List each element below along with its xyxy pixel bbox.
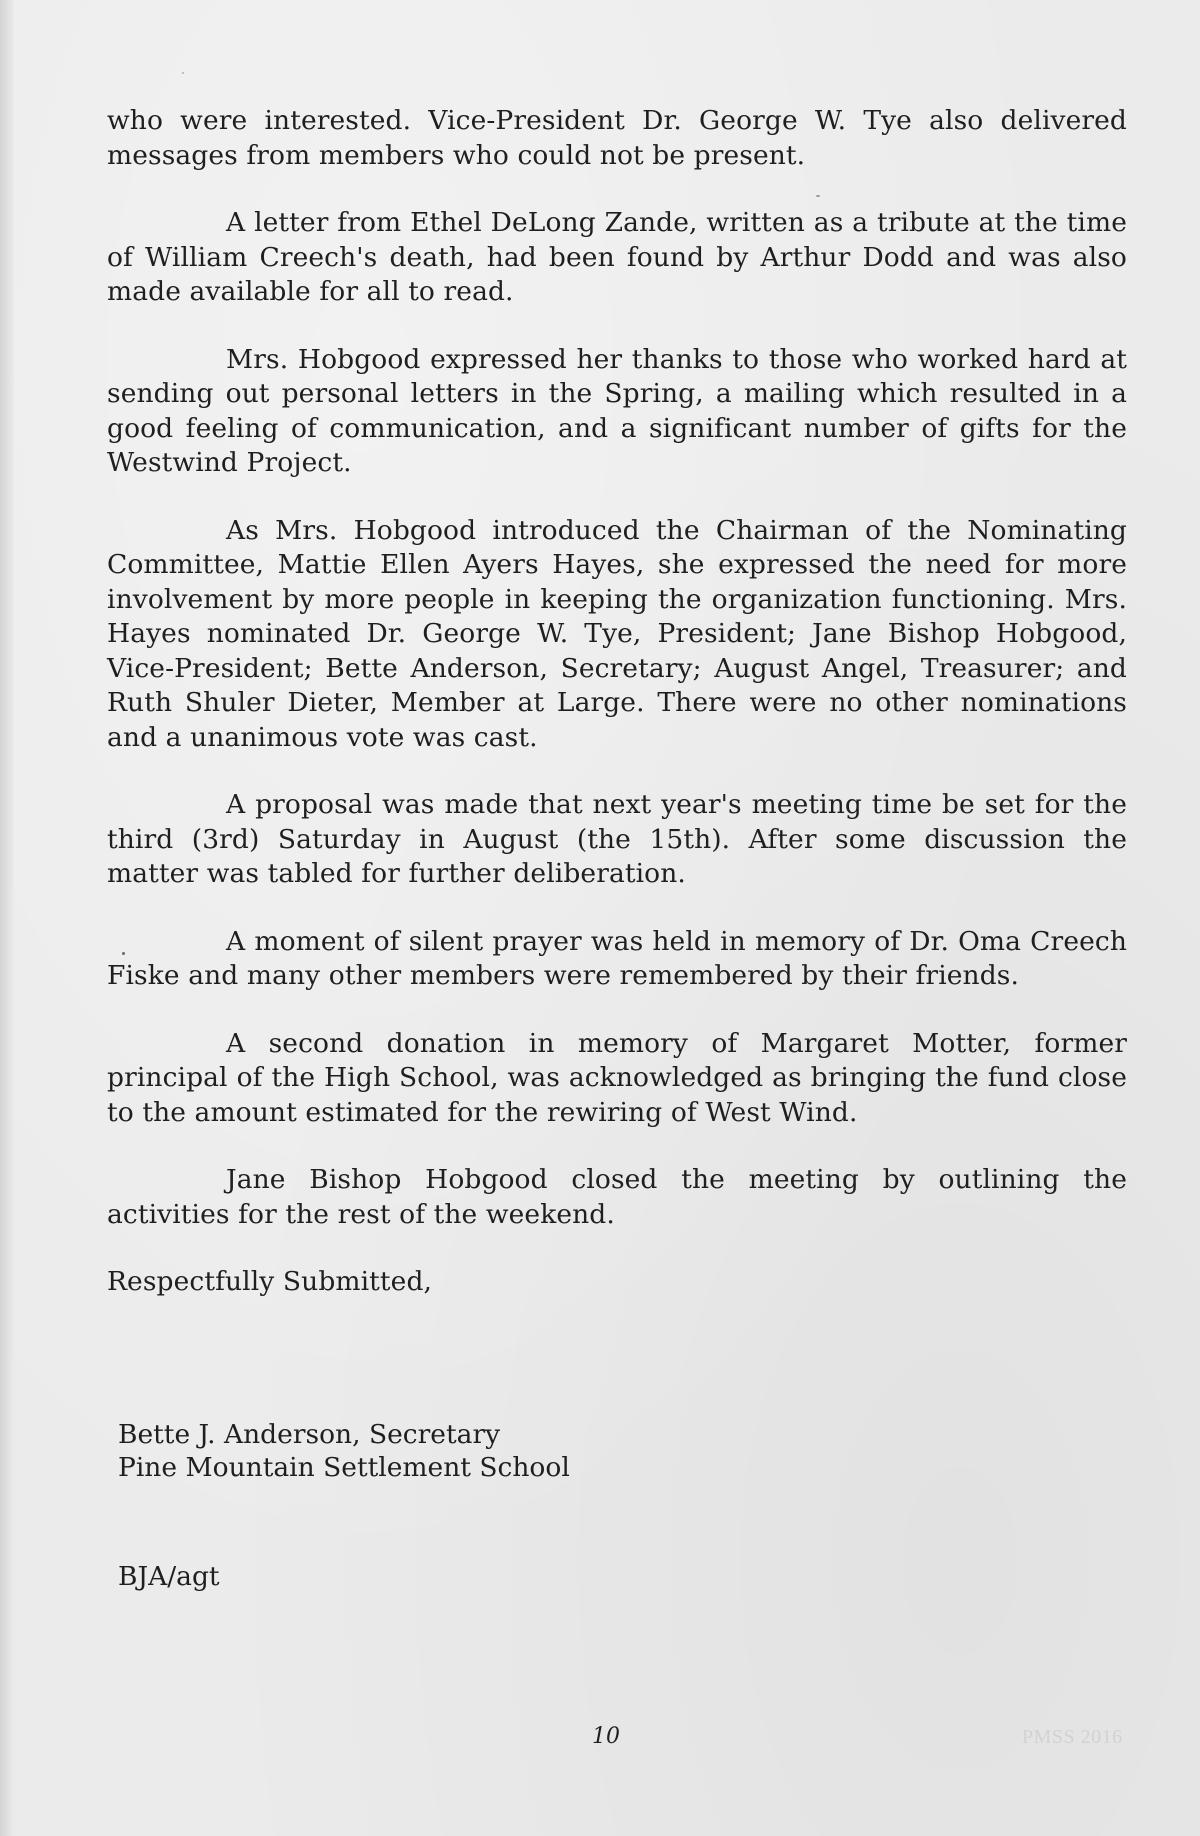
signer-organization: Pine Mountain Settlement School <box>118 1452 570 1483</box>
page-edge-shadow <box>0 0 14 1836</box>
paragraph-proposal: A proposal was made that next year's meeting time be set for the third (3rd) Saturday in August (the 15th). After some discussion the matter was tabled for further deliberation. <box>107 789 1127 889</box>
paragraph-donation: A second donation in memory of Margaret Motter, former principal of the High School, was acknowledged as bringing the fund close to the amount estimated for the rewiring of West Wind. <box>107 1027 1127 1128</box>
closing-salutation: Respectfully Submitted, <box>107 1266 433 1297</box>
paper-speck <box>816 195 820 197</box>
paragraph-nominations: As Mrs. Hobgood introduced the Chairman of the Nominating Committee, Mattie Ellen Ayers Hayes, she expressed the need for more involvement by more people in keeping the organization functioning. Mrs. Hayes nominated Dr. George W. Tye, President; Jane Bishop Hobgood, Vice-President; Bette Anderson, Secretary; August Angel, Treasurer; and Ruth Shuler Dieter, Member at Large. There were no other nominations and a unanimous vote was cast. <box>107 514 1127 753</box>
paper-speck <box>182 72 184 74</box>
signer-name: Bette J. Anderson, Secretary <box>118 1419 501 1450</box>
page-number: 10 <box>592 1724 620 1749</box>
typist-initials: BJA/agt <box>118 1561 220 1592</box>
body-text <box>107 104 1127 1300</box>
paragraph-prayer: A moment of silent prayer was held in memory of Dr. Oma Creech Fiske and many other members were remembered by their friends. <box>107 925 1127 991</box>
paragraph-letter: A letter from Ethel DeLong Zande, written as a tribute at the time of William Creech's death, had been found by Arthur Dodd and was also made available for all to read. <box>107 207 1127 307</box>
archive-watermark: PMSS 2016 <box>1022 1726 1123 1748</box>
paper-speck <box>122 952 125 955</box>
paragraph-thanks: Mrs. Hobgood expressed her thanks to those who worked hard at sending out personal letters in the Spring, a mailing which resulted in a good feeling of communication, and a significant number of gifts for the Westwind Project. <box>107 343 1127 478</box>
signature-block <box>118 1418 570 1484</box>
paragraph-continuation: who were interested. Vice-President Dr. George W. Tye also delivered messages from members who could not be present. <box>107 105 1127 171</box>
paragraph-closing-remarks: Jane Bishop Hobgood closed the meeting by outlining the activities for the rest of the weekend. <box>107 1164 1127 1230</box>
